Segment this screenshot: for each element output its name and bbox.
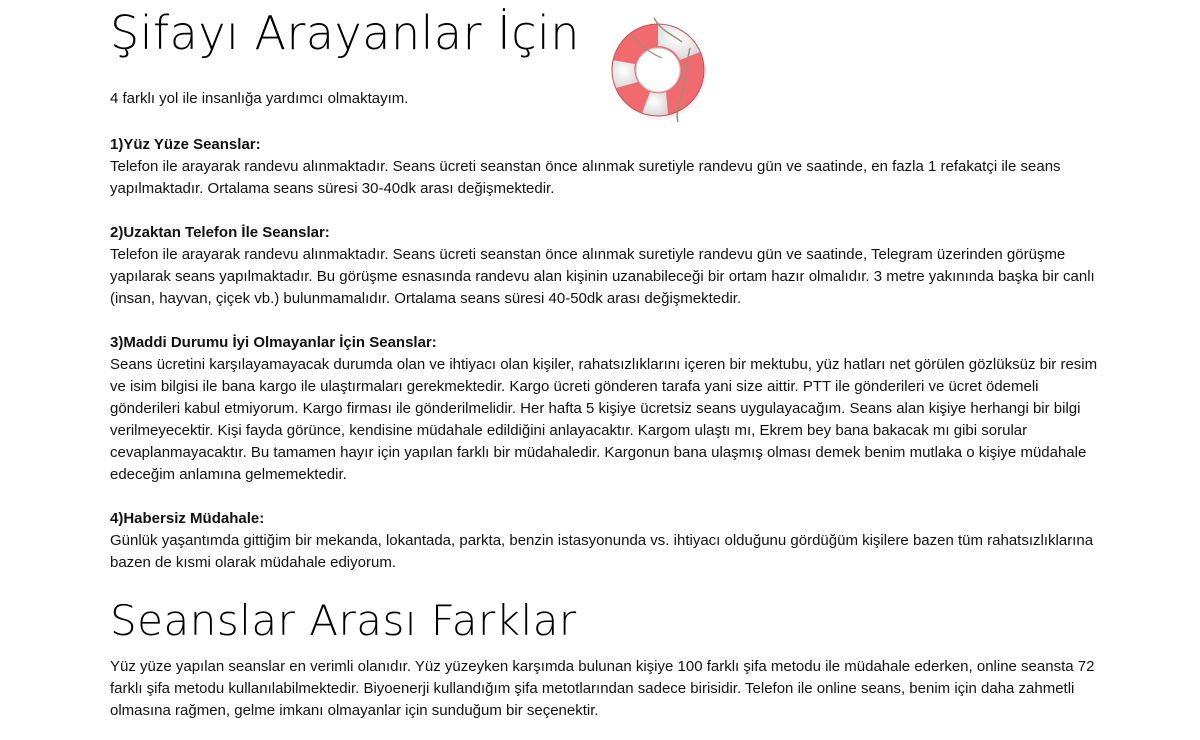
- section-heading: 4)Habersiz Müdahale:: [110, 510, 265, 527]
- differences-body: Yüz yüze yapılan seanslar en verimli olanıdır. Yüz yüzeyken karşımda bulunan kişiye 100 farklı şifa metodu ile müdahale ederken, online seansta 72 farklı şifa metodu kullanılabilmektedir. Biyoenerji kullandığım şifa metotlarından sadece birisidir. Telefon ile online seans, benim için daha zahmetli olmasına rağmen, gelme imkanı olmayanlar için sunduğum bir seçenektir.: [110, 658, 1095, 719]
- section-body: Günlük yaşantımda gittiğim bir mekanda, lokantada, parkta, benzin istasyonunda vs. ihtiyacı olduğunu gördüğüm kişilere bazen tüm rahatsızlıklarına bazen de kısmi olarak müdahale ediyorum.: [110, 532, 1094, 571]
- section-body: Seans ücretini karşılayamayacak durumda olan ve ihtiyacı olan kişiler, rahatsızlıklarını içeren bir mektubu, yüz hatları net görülen gözlüksüz bir resim ve isim bilgisi ile bana kargo ile ulaştırmaları gerekmektedir. Kargo ücreti gönderen tarafa yani size aittir. PTT ile gönderileri ve ücret ödemeli gönderileri kabul etmiyorum. Kargo firması ile gönderilmelidir. Her hafta 5 kişiye ücretsiz seans uygulayacağım. Seans alan kişiye herhangi bir bilgi verilmeyecektir. Kişi fayda görünce, kendisine müdahale edildiğini anlayacaktır. Kargom ulaştı mı, Ekrem bey bana bakacak mı gibi sorular cevaplanmayacaktır. Bu tamamen hayır için yapılan farklı bir müdahaledir. Kargonun bana ulaşmış olması demek benim mutlaka o kişiye müdahale edeceğim anlamına gelmemektedir.: [110, 356, 1098, 483]
- section-body: Telefon ile arayarak randevu alınmaktadır. Seans ücreti seanstan önce alınmak suretiyle randevu gün ve saatinde, Telegram üzerinden görüşme yapılarak seans yapılmaktadır. Bu görüşme esnasında randevu alan kişinin uzanabileceği bir ortam hazır olmalıdır. 3 metre yakınında başka bir canlı (insan, hayvan, çiçek vb.) bulunmamalıdır. Ortalama seans süresi 40-50dk arası değişmektedir.: [110, 246, 1095, 307]
- differences-title: Seanslar Arası Farklar: [110, 596, 577, 645]
- section-face-to-face: [110, 134, 1100, 200]
- page-title: Şifayı Arayanlar İçin: [110, 6, 580, 60]
- section-unannounced: [110, 508, 1100, 574]
- section-body: Telefon ile arayarak randevu alınmaktadır. Seans ücreti seanstan önce alınmak suretiyle randevu gün ve saatinde, en fazla 1 refakatçi ile seans yapılmaktadır. Ortalama seans süresi 30-40dk arası değişmektedir.: [110, 158, 1061, 197]
- section-heading: 3)Maddi Durumu İyi Olmayanlar İçin Seanslar:: [110, 334, 437, 351]
- section-phone: [110, 222, 1100, 310]
- section-heading: 1)Yüz Yüze Seanslar:: [110, 136, 261, 153]
- lifebuoy-icon: [602, 12, 714, 124]
- section-heading: 2)Uzaktan Telefon İle Seanslar:: [110, 224, 330, 241]
- section-financial-aid: [110, 332, 1100, 486]
- intro-text: 4 farklı yol ile insanlığa yardımcı olmaktayım.: [110, 90, 409, 107]
